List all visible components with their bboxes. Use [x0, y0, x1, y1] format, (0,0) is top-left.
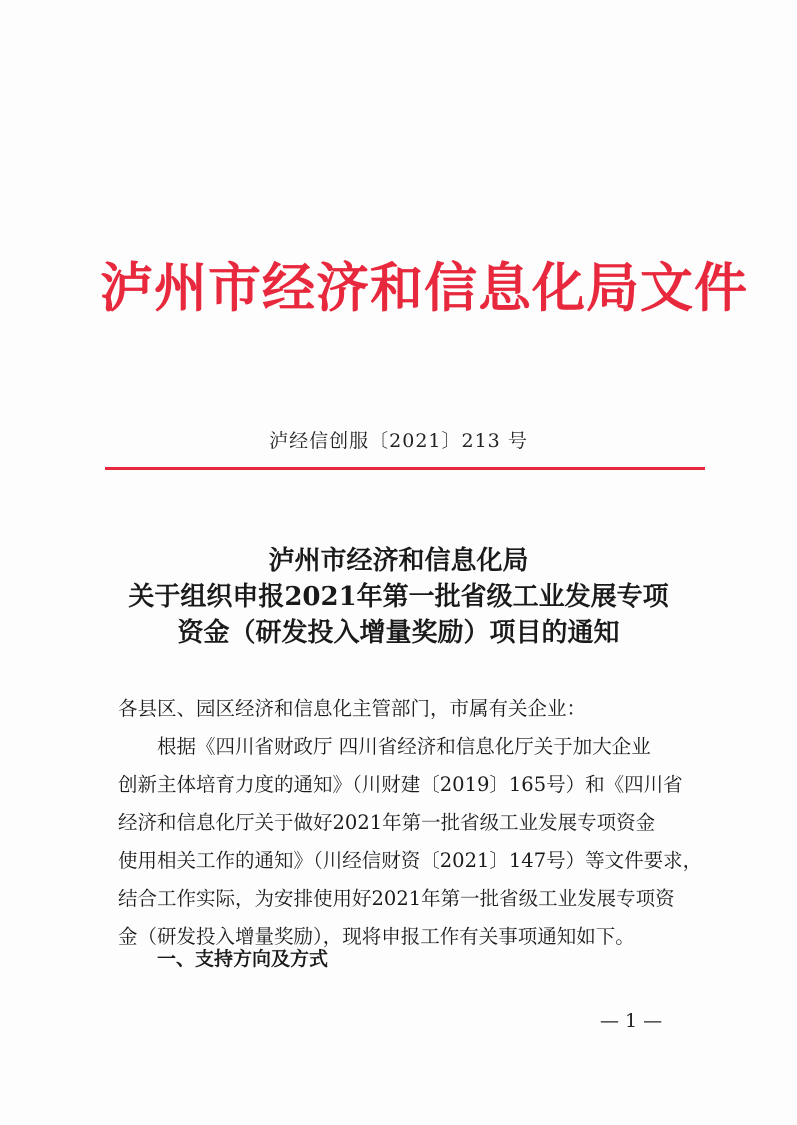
issuer-title: 泸州市经济和信息化局文件 [100, 258, 748, 319]
notice-title [0, 543, 797, 651]
section-heading: 一、支持方向及方式 [157, 948, 329, 970]
notice-title-line-1: 泸州市经济和信息化局 [268, 546, 529, 576]
body-text [118, 690, 718, 956]
body-line: 创新主体培育力度的通知》（川财建〔2019〕165号）和《四川省 [118, 773, 683, 796]
page-number: — 1 — [600, 1010, 663, 1032]
document-number: 泸经信创服〔2021〕213 号 [269, 430, 528, 452]
notice-title-line-3: 资金（研发投入增量奖励）项目的通知 [177, 618, 620, 648]
body-line: 金（研发投入增量奖励），现将申报工作有关事项通知如下。 [118, 925, 635, 948]
body-line: 使用相关工作的通知》（川经信财资〔2021〕147号）等文件要求， [118, 849, 703, 872]
notice-title-line-2: 关于组织申报2021年第一批省级工业发展专项 [128, 582, 669, 612]
body-line: 结合工作实际，为安排使用好2021年第一批省级工业发展专项资 [118, 887, 675, 910]
body-line: 经济和信息化厅关于做好2021年第一批省级工业发展专项资金 [118, 811, 656, 834]
salutation-line: 各县区、园区经济和信息化主管部门，市属有关企业： [118, 697, 587, 720]
red-divider-line [105, 467, 705, 470]
body-line: 根据《四川省财政厅 四川省经济和信息化厅关于加大企业 [157, 735, 651, 758]
